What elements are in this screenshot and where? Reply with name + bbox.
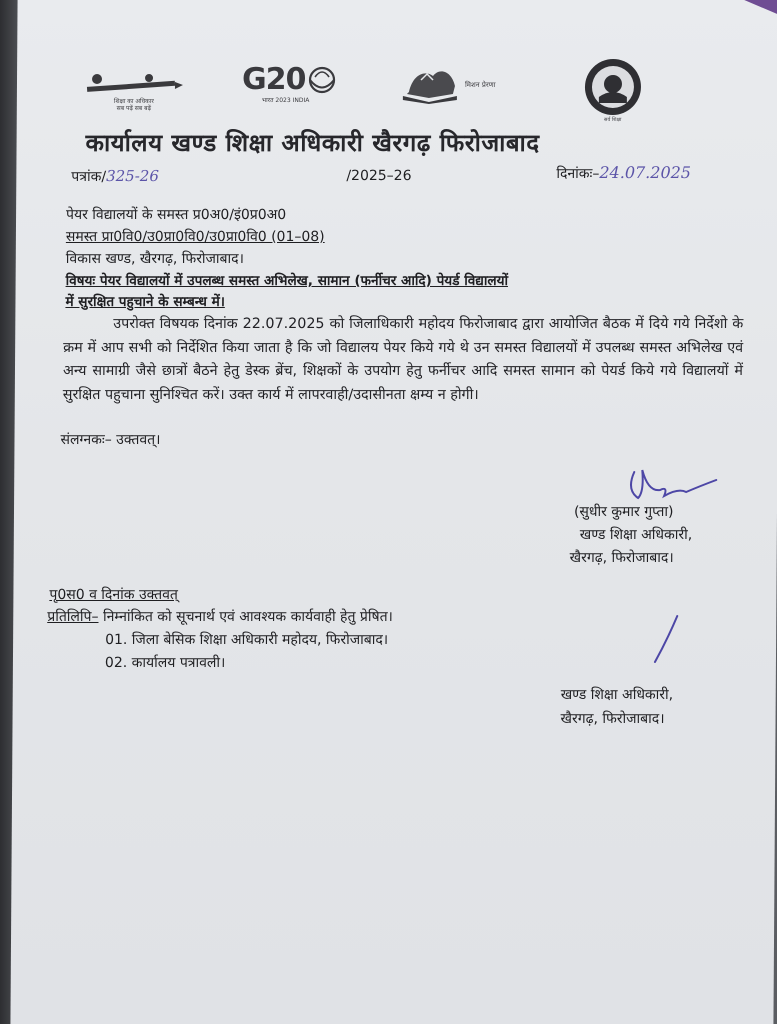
seal-caption: सर्व शिक्षा	[604, 117, 622, 123]
signature-scribble-2	[647, 612, 687, 668]
ref-number-label: पत्रांक	[71, 169, 102, 185]
g20-subcaption: भारत 2023 INDIA	[261, 97, 310, 104]
lotus-globe-icon	[305, 65, 339, 95]
subject-line-2: में सुरक्षित पहुचाने के सम्बन्ध में।	[65, 294, 225, 310]
body-paragraph	[63, 313, 744, 407]
signatory-designation: खण्ड शिक्षा अधिकारी,	[579, 527, 693, 543]
address-line-1: पेयर विद्यालयों के समस्त प्र0अ0/इं0प्र0अ0	[66, 207, 287, 223]
enclosure: संलग्नकः– उक्तवत्।	[60, 432, 161, 448]
address-line-2: समस्त प्रा0वि0/उ0प्रा0वि0/उ0प्रा0वि0 (01–08)	[65, 229, 325, 245]
ref-date-label: दिनांकः–	[556, 166, 600, 182]
rte-subcaption: सब पढ़ें सब बढ़ें	[116, 105, 151, 112]
mission-prerna-logo	[399, 66, 509, 104]
purple-strip	[691, 0, 777, 20]
mission-text: मिशन प्रेरणा	[464, 80, 496, 89]
subject-line-1: विषयः पेयर विद्यालयों में उपलब्ध समस्त अभिलेख, सामान (फर्नीचर आदि) पेयर्ड विद्यालयों	[65, 273, 509, 289]
ref-year: /2025–26	[346, 168, 412, 184]
signatory-2-designation: खण्ड शिक्षा अधिकारी,	[560, 687, 674, 703]
copy-item-2: 02. कार्यालय पत्रावली।	[104, 655, 226, 671]
copy-item-1: 01. जिला बेसिक शिक्षा अधिकारी महोदय, फिरोजाबाद।	[105, 632, 389, 648]
pencil-icon	[79, 72, 184, 98]
office-title: कार्यालय खण्ड शिक्षा अधिकारी खैरगढ़ फिरोजाबाद	[85, 129, 540, 157]
ref-date	[556, 164, 691, 183]
copy-intro-line	[47, 608, 393, 626]
body-text: उपरोक्त विषयक दिनांक 22.07.2025 को जिलाधिकारी महोदय फिरोजाबाद द्वारा आयोजित बैठक में दिये गये निर्देशो के क्रम में आप सभी को निर्देशित किया जाता है कि जो विद्यालय पेयर किये गये थे उन समस्त विद्यालयों में उपलब्ध समस्त अभिलेख एवं अन्य सामाग्री जैसे छात्रों बैठने हेतु डेस्क ब्रेंच, शिक्षकों के उपयोग हेतु फर्नीचर आदि समस्त सामान को पेयर्ड किये गये विद्यालयों में सुरक्षित पहुचाना सुनिश्चित करें। उक्त कार्य में लापरवाही/उदासीनता क्षम्य न होगी।	[62, 316, 744, 403]
sarva-shiksha-seal	[583, 57, 643, 124]
rte-caption: शिक्षा का अधिकार	[113, 98, 154, 105]
seal-icon	[583, 57, 643, 117]
rte-logo	[79, 72, 189, 112]
book-map-icon	[399, 66, 461, 104]
signatory-name: (सुधीर कुमार गुप्ता)	[573, 504, 674, 520]
signatory-2-place: खैरगढ़, फिरोजाबाद।	[560, 711, 665, 727]
document-page	[10, 0, 777, 1024]
address-line-3: विकास खण्ड, खैरगढ़, फिरोजाबाद।	[65, 251, 245, 267]
signatory-place: खैरगढ़, फिरोजाबाद।	[569, 550, 674, 566]
g20-logo	[242, 62, 352, 104]
copy-intro: निम्नांकित को सूचनार्थ एवं आवश्यक कार्यवाही हेतु प्रेषित।	[102, 609, 393, 625]
ref-number-value: 325-26	[106, 167, 159, 185]
copy-label: प्रतिलिपि–	[47, 609, 99, 625]
g20-text: G20	[241, 62, 306, 97]
copy-reference: पृ0स0 व दिनांक उक्तवत्	[49, 587, 178, 603]
ref-date-value: 24.07.2025	[599, 163, 692, 182]
ref-number: पत्रांक/325-26	[71, 167, 159, 185]
